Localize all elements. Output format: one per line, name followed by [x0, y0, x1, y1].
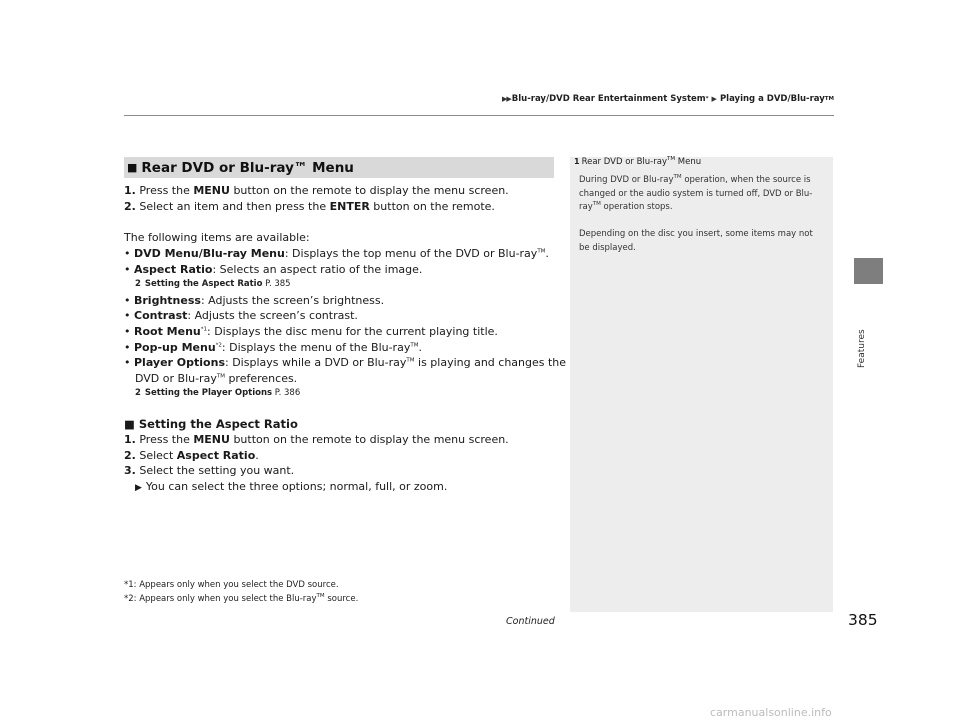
item-label: Blu-ray Menu [202, 247, 285, 260]
subheading-square-icon: ■ [124, 417, 135, 431]
heading-square-icon: ■ [127, 161, 138, 174]
bullet-icon: • [124, 263, 131, 276]
heading-title: Rear DVD or Blu-ray™ Menu [141, 159, 354, 176]
list-item-root-menu [124, 324, 498, 340]
note-text: operation stops. [600, 202, 673, 212]
item-desc: is playing and changes the [414, 356, 567, 369]
footnote-text: *2: Appears only when you select the Blu-ray [124, 594, 317, 604]
list-item-aspect-ratio [124, 262, 422, 278]
tm-mark: TM [216, 373, 225, 380]
item-desc: preferences. [224, 372, 298, 385]
item-desc: : Displays the top menu of the DVD or Blu-ray [284, 247, 538, 260]
item-label: Brightness [134, 294, 201, 307]
note-paragraph-2: Depending on the disc you insert, some items may not be displayed. [579, 229, 813, 253]
step-keyword: ENTER [329, 200, 370, 213]
header-rule [124, 115, 834, 116]
tm-mark: TM [316, 593, 325, 600]
step-text: Select the setting you want. [139, 464, 295, 477]
cross-reference-player[interactable] [135, 388, 300, 398]
step-2 [124, 199, 495, 215]
step-keyword: MENU [193, 184, 230, 197]
footnote-1: *1: Appears only when you select the DVD source. [124, 580, 339, 590]
breadcrumb: ▶▶ Blu-ray/DVD Rear Entertainment System * ▶ Playing a DVD/Blu-ray TM [502, 94, 835, 104]
note-icon: 1 [574, 157, 580, 166]
item-desc: : Displays the menu of the Blu-ray [221, 341, 411, 354]
tm-mark: TM [673, 174, 682, 181]
step-number: 3. [124, 464, 136, 477]
bullet-icon: • [124, 356, 131, 369]
list-item-brightness [124, 293, 384, 309]
bullet-icon: • [124, 341, 131, 354]
reference-page: P. 385 [262, 279, 291, 289]
section-tab-label: Features [857, 329, 867, 368]
cross-reference-aspect[interactable] [135, 279, 291, 289]
aspect-step-2 [124, 448, 259, 464]
watermark: carmanualsonline.info [710, 706, 832, 719]
reference-title[interactable]: Setting the Aspect Ratio [144, 279, 263, 289]
note-paragraph-1 [579, 174, 827, 215]
list-item-contrast [124, 308, 358, 324]
breadcrumb-arrow-icon: ▶▶ [502, 95, 511, 103]
item-desc: : Adjusts the screen’s brightness. [200, 294, 385, 307]
list-item-player-options-cont [135, 371, 297, 387]
section-tab-marker [854, 258, 883, 284]
footnote-2 [124, 594, 358, 604]
bullet-icon: • [124, 294, 131, 307]
step-text: Select an item and then press the [139, 200, 330, 213]
item-label: Aspect Ratio [134, 263, 213, 276]
result-arrow-icon: ▶ [135, 483, 142, 493]
result-text: You can select the three options; normal, full, or zoom. [145, 480, 448, 493]
breadcrumb-section: Blu-ray/DVD Rear Entertainment System [511, 94, 706, 104]
tm-mark: TM [666, 156, 676, 163]
bullet-icon: • [124, 309, 131, 322]
item-desc: . [545, 247, 549, 260]
reference-icon: 2 [135, 388, 141, 398]
step-text: Press the [139, 184, 194, 197]
section-heading [124, 157, 554, 178]
item-label: Root Menu [134, 325, 201, 338]
item-desc: . [418, 341, 422, 354]
item-desc: DVD or Blu-ray [135, 372, 217, 385]
reference-icon: 2 [135, 279, 141, 289]
step-text: button on the remote to display the menu screen. [229, 184, 509, 197]
section-tab [853, 300, 883, 370]
reference-title[interactable]: Setting the Player Options [144, 388, 273, 398]
list-item-popup-menu [124, 340, 422, 356]
reference-page: P. 386 [272, 388, 301, 398]
aspect-result [135, 479, 447, 497]
footnote-mark: *1 [200, 326, 207, 333]
tm-mark: TM [592, 201, 601, 208]
continued-label: Continued [506, 616, 555, 627]
step-text: . [255, 449, 259, 462]
subsection-heading [124, 417, 298, 431]
step-text: Press the [139, 433, 194, 446]
step-keyword: MENU [193, 433, 230, 446]
note-text: During DVD or Blu-ray [579, 175, 674, 185]
item-label: DVD Menu [134, 247, 199, 260]
item-desc: : Selects an aspect ratio of the image. [212, 263, 423, 276]
step-number: 1. [124, 184, 136, 197]
footnote-mark: *2 [215, 342, 222, 349]
step-number: 2. [124, 200, 136, 213]
list-item-dvd-menu [124, 246, 549, 262]
subheading-title: Setting the Aspect Ratio [138, 417, 298, 431]
items-intro: The following items are available: [124, 231, 310, 244]
tm-mark: TM [406, 357, 415, 364]
item-desc: : Adjusts the screen’s contrast. [187, 309, 358, 322]
step-keyword: Aspect Ratio [176, 449, 256, 462]
step-text: button on the remote to display the menu screen. [229, 433, 509, 446]
bullet-icon: • [124, 247, 131, 260]
aspect-step-1 [124, 432, 509, 448]
note-title-text: Menu [675, 157, 702, 167]
note-text: operation, when the source is changed or the audio system is turned off, DVD or Blu-ray [579, 175, 813, 212]
step-number: 1. [124, 433, 136, 446]
item-desc: : Displays the disc menu for the current playing title. [207, 325, 498, 338]
step-number: 2. [124, 449, 136, 462]
item-label: Pop-up Menu [134, 341, 216, 354]
breadcrumb-separator-icon: ▶ [711, 95, 717, 103]
item-desc: : Displays while a DVD or Blu-ray [225, 356, 407, 369]
item-label: Contrast [134, 309, 188, 322]
step-1 [124, 183, 509, 199]
note-title [574, 157, 701, 167]
note-title-text: Rear DVD or Blu-ray [581, 157, 667, 167]
list-item-player-options [124, 355, 566, 371]
breadcrumb-page: Playing a DVD/Blu-ray [719, 94, 825, 104]
item-label: / [198, 247, 203, 260]
aspect-step-3 [124, 463, 294, 479]
tm-mark: TM [410, 342, 419, 349]
item-label: Player Options [134, 356, 225, 369]
note-panel [570, 157, 833, 612]
page-number: 385 [848, 611, 878, 629]
step-text: button on the remote. [369, 200, 495, 213]
footnote-text: source. [324, 594, 359, 604]
bullet-icon: • [124, 325, 131, 338]
tm-mark: TM [537, 248, 546, 255]
step-text: Select [139, 449, 177, 462]
